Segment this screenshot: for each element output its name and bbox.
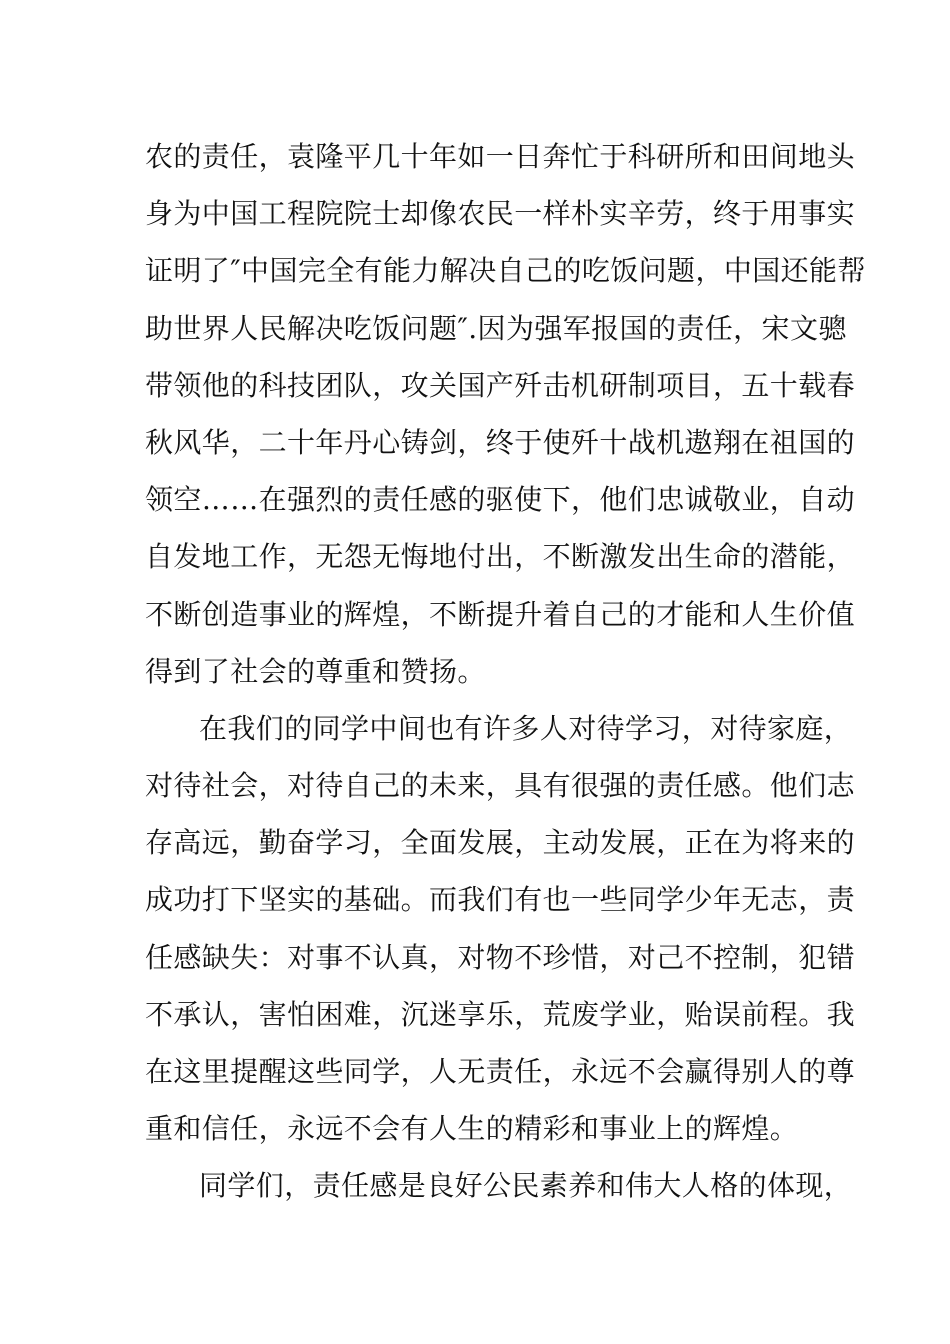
text-line-17: 在这里提醒这些同学，人无责任，永远不会赢得别人的尊 (145, 1055, 856, 1088)
text-line-14: 成功打下坚实的基础。而我们有也一些同学少年无志，责 (145, 883, 856, 917)
text-line-5: 带领他的科技团队，攻关国产歼击机研制项目，五十载春 (145, 368, 856, 402)
text-line-7: 领空……在强烈的责任感的驱使下，他们忠诚敬业，自动 (145, 483, 856, 517)
text-line-9: 不断创造事业的辉煌，不断提升着自己的才能和人生价值 (145, 597, 856, 631)
text-line-6: 秋风华，二十年丹心铸剑，终于使歼十战机遨翔在祖国的 (145, 425, 856, 459)
text-line-1: 农的责任，袁隆平几十年如一日奔忙于科研所和田间地头 (145, 140, 856, 173)
text-line-2: 身为中国工程院院士却像农民一样朴实辛劳，终于用事实 (145, 197, 856, 231)
text-line-8: 自发地工作，无怨无悔地付出，不断激发出生命的潜能， (145, 540, 856, 574)
text-line-12: 对待社会，对待自己的未来，具有很强的责任感。他们志 (145, 769, 856, 803)
document-body (145, 128, 866, 1215)
text-line-15: 任感缺失：对事不认真，对物不珍惜，对己不控制，犯错 (145, 940, 856, 974)
text-line-4: 助世界人民解决吃饭问题″.因为强军报国的责任，宋文骢 (145, 311, 847, 345)
text-line-18: 重和信任，永远不会有人生的精彩和事业上的辉煌。 (145, 1112, 799, 1146)
text-line-3: 证明了″中国完全有能力解决自己的吃饭问题，中国还能帮 (145, 254, 866, 288)
text-line-13: 存高远，勤奋学习，全面发展，主动发展，正在为将来的 (145, 826, 856, 860)
paragraph-start-line: 同学们，责任感是良好公民素养和伟大人格的体现， (199, 1169, 853, 1203)
paragraph-start-line: 在我们的同学中间也有许多人对待学习，对待家庭， (199, 711, 853, 745)
text-line-16: 不承认，害怕困难，沉迷享乐，荒废学业，贻误前程。我 (145, 997, 856, 1031)
text-line-10: 得到了社会的尊重和赞扬。 (145, 654, 486, 688)
